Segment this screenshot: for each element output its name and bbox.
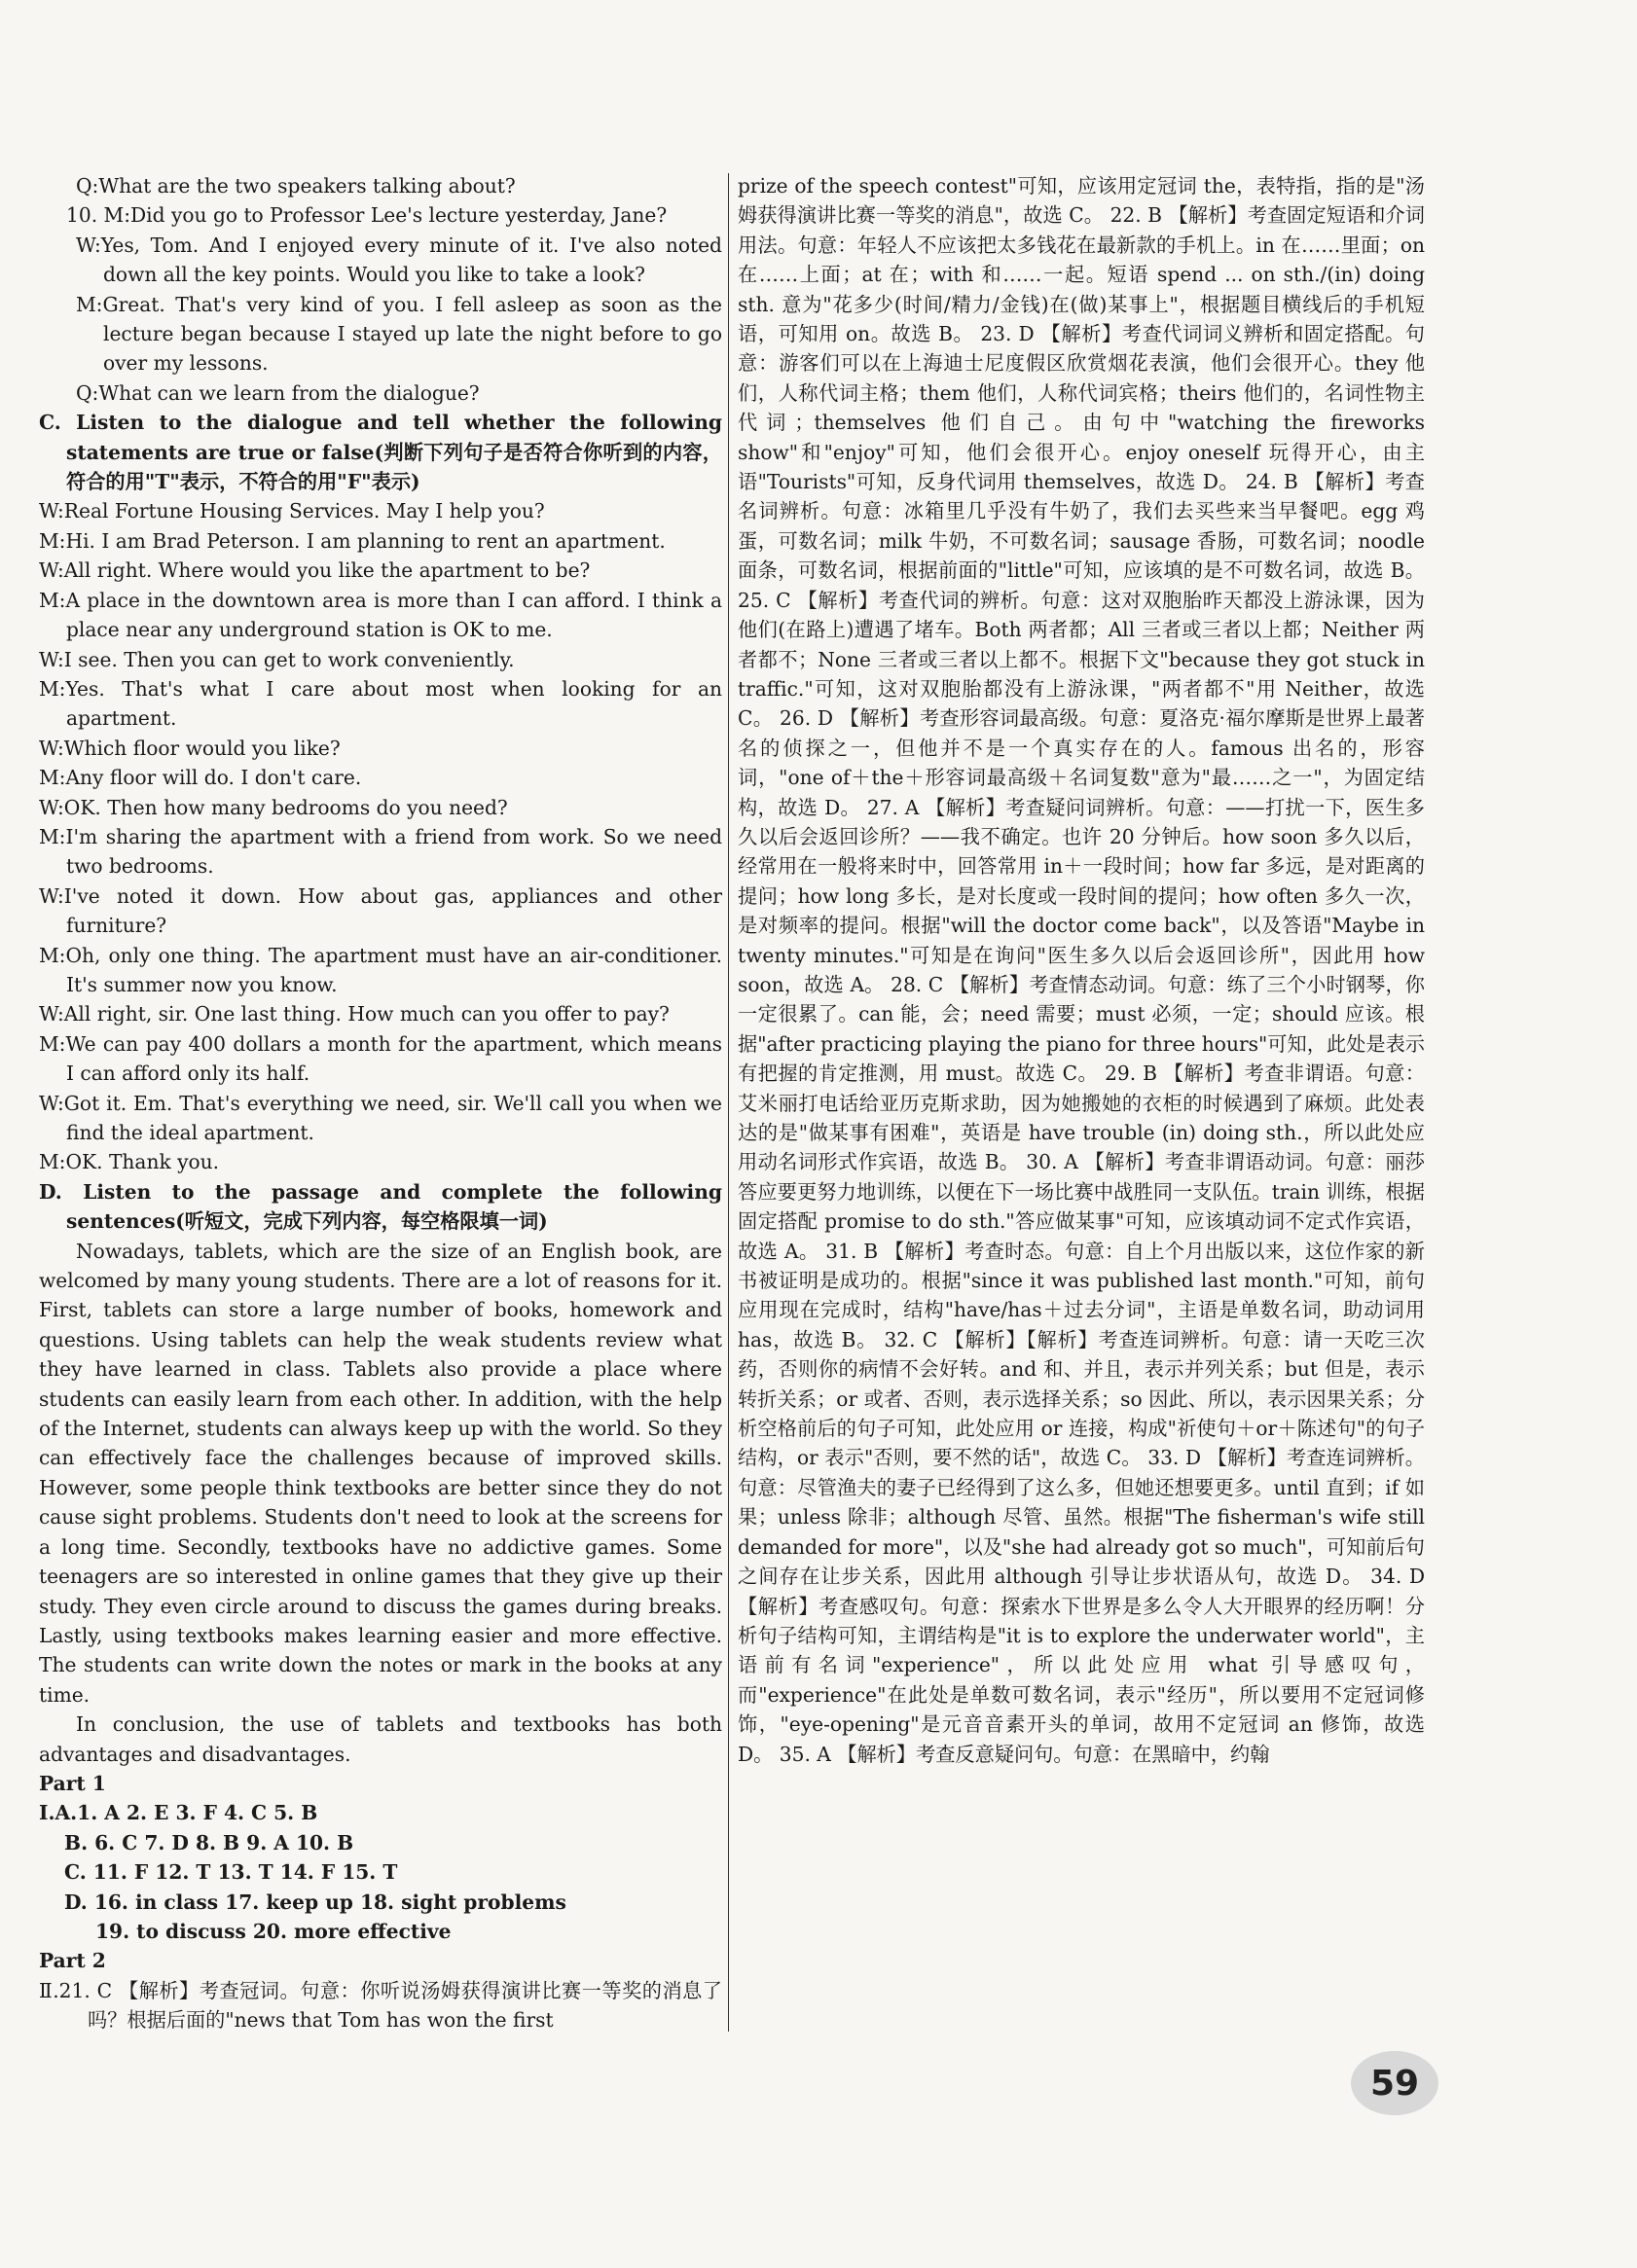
left-line: M:Oh, only one thing. The apartment must have an air-conditioner. It's summer now you know. xyxy=(39,943,722,996)
left-line: In conclusion, the use of tablets and textbooks has both advantages and disadvantages. xyxy=(39,1712,722,1766)
left-line: W:I've noted it down. How about gas, appliances and other furniture? xyxy=(39,883,722,938)
left-line: M:Yes. That's what I care about most when looking for an apartment. xyxy=(39,676,722,731)
left-line: Part 1 xyxy=(39,1771,106,1795)
left-line: M:OK. Thank you. xyxy=(39,1150,220,1174)
left-line: M:I'm sharing the apartment with a friend from work. So we need two bedrooms. xyxy=(39,824,722,879)
left-line: Ⅰ.A.1. A 2. E 3. F 4. C 5. B xyxy=(39,1801,318,1825)
page-number: 59 xyxy=(1351,2051,1438,2115)
left-line: W:Which floor would you like? xyxy=(39,736,341,760)
left-line: M:Any floor will do. I don't care. xyxy=(39,766,362,790)
left-line: 10. M:Did you go to Professor Lee's lecture yesterday, Jane? xyxy=(66,203,668,228)
left-line: W:All right, sir. One last thing. How much can you offer to pay? xyxy=(39,1002,670,1026)
left-line: M:We can pay 400 dollars a month for the apartment, which means I can afford only its half. xyxy=(39,1031,722,1086)
column-divider xyxy=(728,173,729,2032)
left-line: W:Yes, Tom. And I enjoyed every minute of it. I've also noted down all the key points. Would you like to take a look? xyxy=(76,233,722,287)
left-line: M:A place in the downtown area is more than I can afford. I think a place near any underground station is OK to me. xyxy=(39,588,722,642)
left-line: Q:What can we learn from the dialogue? xyxy=(76,380,480,405)
left-line: W:Real Fortune Housing Services. May I help you? xyxy=(39,499,545,523)
left-line: M:Great. That's very kind of you. I fell asleep as soon as the lecture began because I stayed up late the night before to go over my lessons. xyxy=(76,292,722,376)
left-line: D. Listen to the passage and complete the following sentences(听短文，完成下列内容，每空格限填一词) xyxy=(39,1179,722,1234)
left-line: Nowadays, tablets, which are the size of an English book, are welcomed by many young students. There are a lot of reasons for it. First, tablets can store a large number of books, homework and questions. Using tablets can help the weak students review what they have learned in class. Tablets also provide a place where students can easily learn from each other. In addition, with the help of the Internet, students can always keep up with the world. So they can effectively face the challenges because of improved skills. However, some people think textbooks are better since they do not cause sight problems. Students don't need to look at the screens for a long time. Secondly, textbooks have no addictive games. Some teenagers are so interested in online games that they give up their study. They even circle around to discuss the games during breaks. Lastly, using textbooks makes learning easier and more effective. The students can write down the notes or mark in the books at any time. xyxy=(39,1239,722,1707)
left-line: M:Hi. I am Brad Peterson. I am planning to rent an apartment. xyxy=(39,528,666,553)
left-line: 19. to discuss 20. more effective xyxy=(95,1919,452,1943)
left-line: B. 6. C 7. D 8. B 9. A 10. B xyxy=(64,1830,354,1854)
left-line: C. Listen to the dialogue and tell whether the following statements are true or false(判断下列句子是否符合你听到的内容，符合的用"T"表示，不符合的用"F"表示) xyxy=(39,411,722,494)
left-line: Part 2 xyxy=(39,1949,106,1973)
left-column xyxy=(39,171,722,2035)
left-line: W:All right. Where would you like the apartment to be? xyxy=(39,558,591,583)
left-line: W:OK. Then how many bedrooms do you need? xyxy=(39,795,508,819)
left-line: C. 11. F 12. T 13. T 14. F 15. T xyxy=(64,1860,398,1885)
left-line: W:I see. Then you can get to work conveniently. xyxy=(39,647,515,671)
left-line: W:Got it. Em. That's everything we need, sir. We'll call you when we find the ideal apartment. xyxy=(39,1091,722,1144)
explanation-text: prize of the speech contest"可知，应该用定冠词 the，表特指，指的是"汤姆获得演讲比赛一等奖的消息"，故选 C。 22. B 【解析】考查固定短语和介词用法。句意：年轻人不应该把太多钱花在最新款的手机上。in 在……里面；on 在……上面；at 在；with 和……一起。短语 spend ... on sth./(in) doing sth. 意为"花多少(时间/精力/金钱)在(做)某事上"，根据题目横线后的手机短语，可知用 on。故选 B。 23. D 【解析】考查代词词义辨析和固定搭配。句意：游客们可以在上海迪士尼度假区欣赏烟花表演，他们会很开心。they 他们，人称代词主格；them 他们，人称代词宾格；theirs 他们的，名词性物主代词；themselves 他们自己。由句中"watching the fireworks show"和"enjoy"可知，他们会很开心。enjoy oneself 玩得开心，由主语"Tourists"可知，反身代词用 themselves，故选 D。 24. B 【解析】考查名词辨析。句意：冰箱里几乎没有牛奶了，我们去买些来当早餐吧。egg 鸡蛋，可数名词；milk 牛奶，不可数名词；sausage 香肠，可数名词；noodle 面条，可数名词，根据前面的"little"可知，应该填的是不可数名词，故选 B。 25. C 【解析】考查代词的辨析。句意：这对双胞胎昨天都没上游泳课，因为他们(在路上)遭遇了堵车。Both 两者都；All 三者或三者以上都；Neither 两者都不；None 三者或三者以上都不。根据下文"because they got stuck in traffic."可知，这对双胞胎都没有上游泳课，"两者都不"用 Neither，故选 C。 26. D 【解析】考查形容词最高级。句意：夏洛克·福尔摩斯是世界上最著名的侦探之一，但他并不是一个真实存在的人。famous 出名的，形容词，"one of＋the＋形容词最高级＋名词复数"意为"最……之一"，为固定结构，故选 D。 27. A 【解析】考查疑问词辨析。句意：——打扰一下，医生多久以后会返回诊所？——我不确定。也许 20 分钟后。how soon 多久以后，经常用在一般将来时中，回答常用 in＋一段时间；how far 多远，是对距离的提问；how long 多长，是对长度或一段时间的提问；how often 多久一次，是对频率的提问。根据"will the doctor come back"，以及答语"Maybe in twenty minutes."可知是在询问"医生多久以后会返回诊所"，因此用 how soon，故选 A。 28. C 【解析】考查情态动词。句意：练了三个小时钢琴，你一定很累了。can 能，会；need 需要；must 必须，一定；should 应该。根据"after practicing playing the piano for three hours"可知，此处是表示有把握的肯定推测，用 must。故选 C。 29. B 【解析】考查非谓语。句意：艾米丽打电话给亚历克斯求助，因为她搬她的衣柜的时候遇到了麻烦。此处表达的是"做某事有困难"，英语是 have trouble (in) doing sth.，所以此处应用动名词形式作宾语，故选 B。 30. A 【解析】考查非谓语动词。句意：丽莎答应要更努力地训练，以便在下一场比赛中战胜同一支队伍。train 训练，根据固定搭配 promise to do sth."答应做某事"可知，应该填动词不定式作宾语，故选 A。 31. B 【解析】考查时态。句意：自上个月出版以来，这位作家的新书被证明是成功的。根据"since it was published last month."可知，前句应用现在完成时，结构"have/has＋过去分词"，主语是单数名词，助动词用 has，故选 B。 32. C 【解析】【解析】考查连词辨析。句意：请一天吃三次药，否则你的病情不会好转。and 和、并且，表示并列关系；but 但是，表示转折关系；or 或者、否则，表示选择关系；so 因此、所以，表示因果关系；分析空格前后的句子可知，此处应用 or 连接，构成"祈使句＋or＋陈述句"的句子结构，or 表示"否则，要不然的话"，故选 C。 33. D 【解析】考查连词辨析。句意：尽管渔夫的妻子已经得到了这么多，但她还想要更多。until 直到；if 如果；unless 除非；although 尽管、虽然。根据"The fisherman's wife still demanded for more"，以及"she had already got so much"，可知前后句之间存在让步关系，因此用 although 引导让步状语从句，故选 D。 34. D 【解析】考查感叹句。句意：探索水下世界是多么令人大开眼界的经历啊！分析句子结构可知，主谓结构是"it is to explore the underwater world"，主语前有名词"experience"，所以此处应用 what 引导感叹句，而"experience"在此处是单数可数名词，表示"经历"，所以要用不定冠词修饰，"eye-opening"是元音音素开头的单词，故用不定冠词 an 修饰，故选 D。 35. A 【解析】考查反意疑问句。句意：在黑暗中，约翰 xyxy=(738,174,1425,1766)
right-column xyxy=(738,171,1425,1769)
left-line: Ⅱ.21. C 【解析】考查冠词。句意：你听说汤姆获得演讲比赛一等奖的消息了吗？根据后面的"news that Tom has won the first xyxy=(39,1978,722,2033)
left-line: D. 16. in class 17. keep up 18. sight problems xyxy=(64,1890,566,1914)
left-line: Q:What are the two speakers talking about? xyxy=(76,174,516,198)
